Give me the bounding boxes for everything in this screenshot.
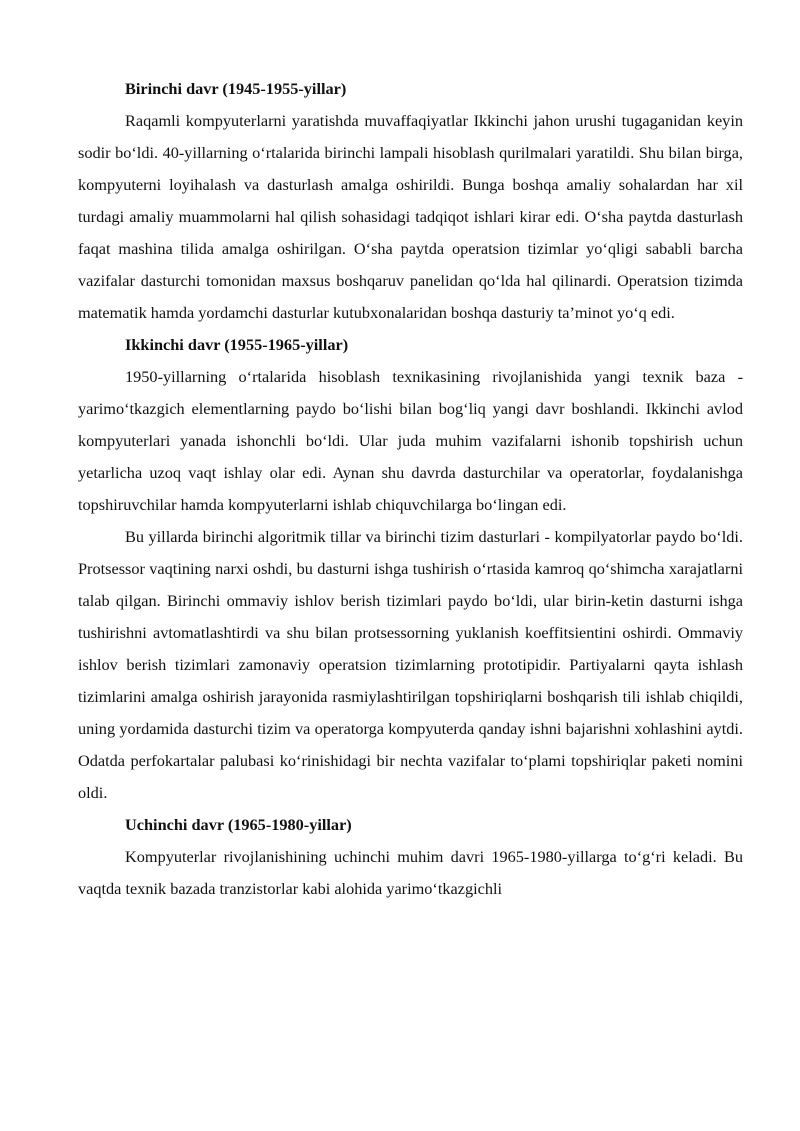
section-1-paragraph-1: Raqamli kompyuterlarni yaratishda muvaffaqiyatlar Ikkinchi jahon urushi tugaganidan keyin sodir bo‘ldi. 40-yillarning o‘rtalarida birinchi lampali hisoblash qurilmalari yaratildi. Shu bilan birga, kompyuterni loyihalash va dasturlash amalga oshirildi. Bunga boshqa amaliy sohalardan har xil turdagi amaliy muammolarni hal qilish sohasidagi tadqiqot ishlari kirar edi. O‘sha paytda dasturlash faqat mashina tilida amalga oshirilgan. O‘sha paytda operatsion tizimlar yo‘qligi sababli barcha vazifalar dasturchi tomonidan maxsus boshqaruv panelidan qo‘lda hal qilinardi. Operatsion tizimda matematik hamda yordamchi dasturlar kutubxonalaridan boshqa dasturiy ta’minot yo‘q edi. (78, 111, 743, 322)
section-heading-3: Uchinchi davr (1965-1980-yillar) (125, 815, 352, 834)
section-3-paragraph-1: Kompyuterlar rivojlanishining uchinchi muhim davri 1965-1980-yillarga to‘g‘ri keladi. Bu vaqtda texnik bazada tranzistorlar kabi alohida yarimo‘tkazgichli (78, 847, 743, 898)
section-heading-2: Ikkinchi davr (1955-1965-yillar) (125, 335, 349, 354)
section-2-paragraph-1: 1950-yillarning o‘rtalarida hisoblash texnikasining rivojlanishida yangi texnik baza - yarimo‘tkazgich elementlarning paydo bo‘lishi bilan bog‘liq yangi davr boshlandi. Ikkinchi avlod kompyuterlari yanada ishonchli bo‘ldi. Ular juda muhim vazifalarni ishonib topshirish uchun yetarlicha uzoq vaqt ishlay olar edi. Aynan shu davrda dasturchilar va operatorlar, foydalanishga topshiruvchilar hamda kompyuterlarni ishlab chiquvchilarga bo‘lingan edi. (78, 367, 743, 514)
section-heading-1: Birinchi davr (1945-1955-yillar) (125, 79, 347, 98)
document-page (78, 73, 743, 905)
section-2-paragraph-2: Bu yillarda birinchi algoritmik tillar va birinchi tizim dasturlari - kompilyatorlar paydo bo‘ldi. Protsessor vaqtining narxi oshdi, bu dasturni ishga tushirish o‘rtasida kamroq qo‘shimcha xarajatlarni talab qilgan. Birinchi ommaviy ishlov berish tizimlari paydo bo‘ldi, ular birin-ketin dasturni ishga tushirishni avtomatlashtirdi va shu bilan protsessorning yuklanish koeffitsientini oshirdi. Ommaviy ishlov berish tizimlari zamonaviy operatsion tizimlarning prototipidir. Partiyalarni qayta ishlash tizimlarini amalga oshirish jarayonida rasmiylashtirilgan topshiriqlarni boshqarish tili ishlab chiqildi, uning yordamida dasturchi tizim va operatorga kompyuterda qanday ishni bajarishni xohlashini aytdi. Odatda perfokartalar palubasi ko‘rinishidagi bir nechta vazifalar to‘plami topshiriqlar paketi nomini oldi. (78, 527, 743, 802)
